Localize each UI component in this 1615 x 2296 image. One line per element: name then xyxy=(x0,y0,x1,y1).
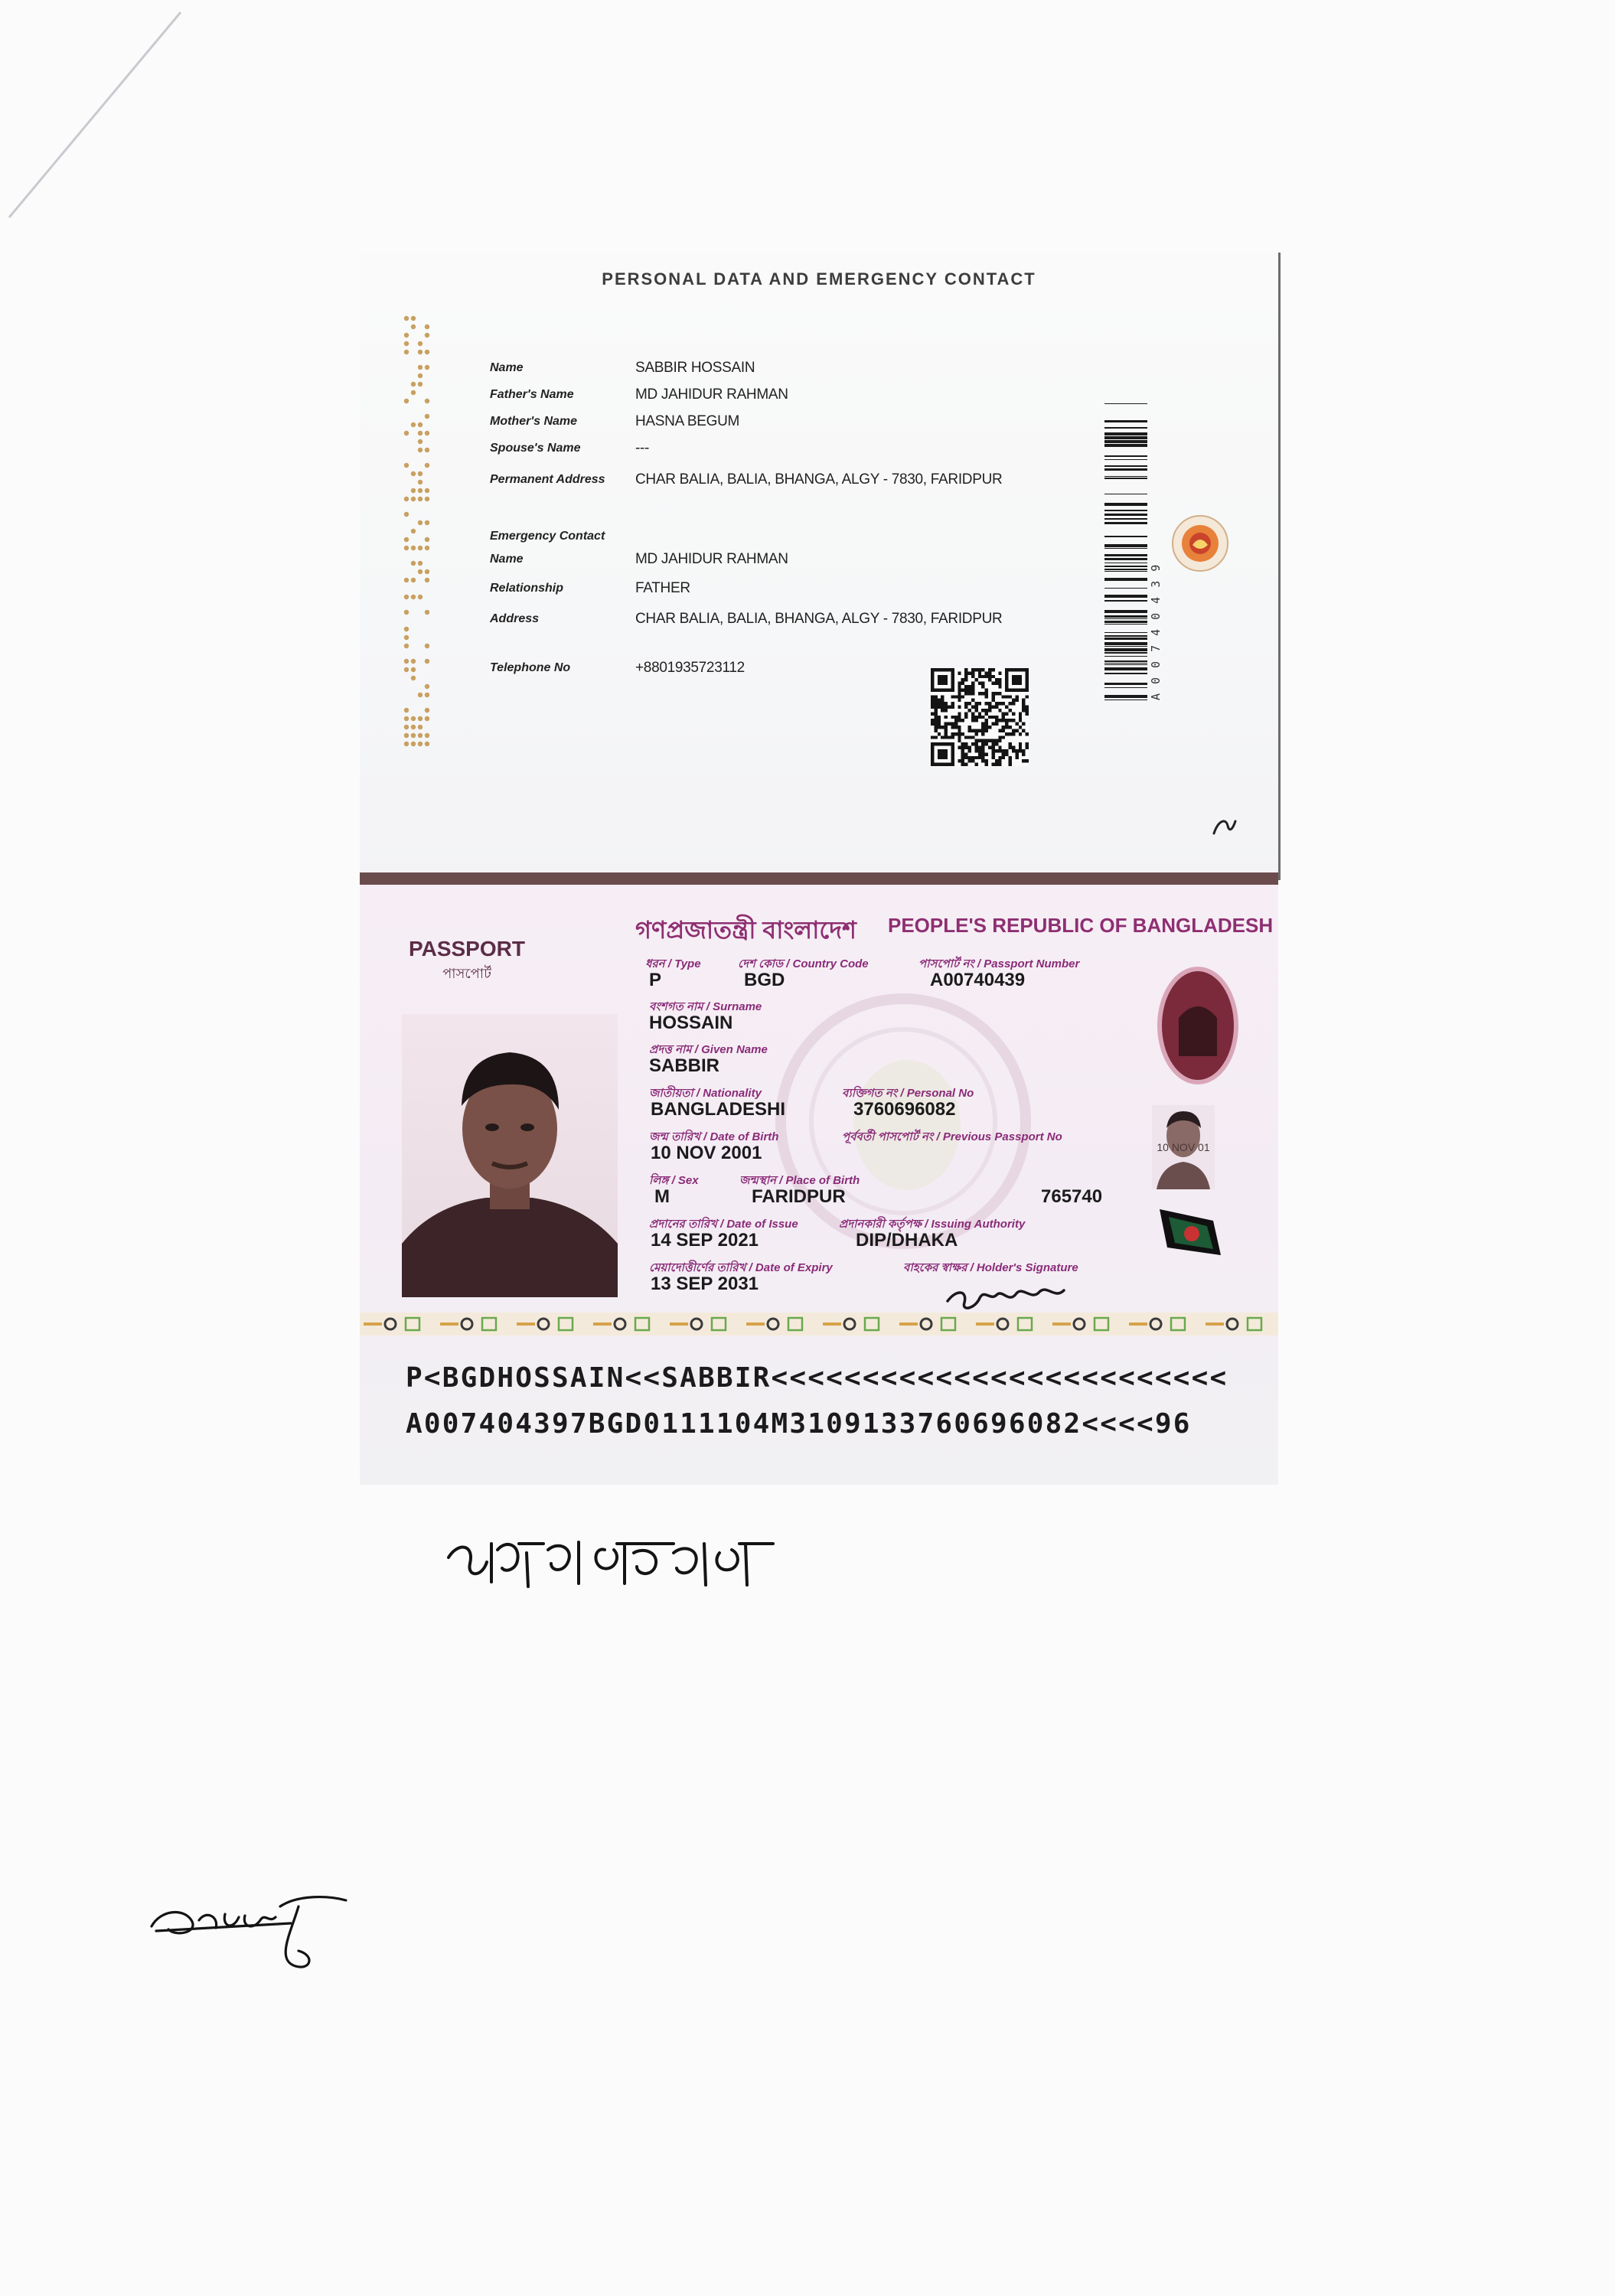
barcode-graphic xyxy=(1104,402,1173,708)
ghost-image-text: 10 NOV 01 xyxy=(1157,1141,1210,1153)
passport-data-page xyxy=(360,253,1281,880)
emergency-value-telephone: +8801935723112 xyxy=(635,660,745,676)
emergency-label-address: Address xyxy=(490,612,540,625)
value-date-of-expiry: 13 SEP 2031 xyxy=(651,1274,759,1294)
emergency-label-name: Name xyxy=(490,553,524,566)
label-holder-signature: বাহকের স্বাক্ষর / Holder's Signature xyxy=(903,1261,1078,1274)
government-emblem-icon xyxy=(1170,513,1231,574)
page-divider-bar xyxy=(360,872,1278,885)
value-country-code: BGD xyxy=(744,970,785,990)
data-page-header: PERSONAL DATA AND EMERGENCY CONTACT xyxy=(602,269,1036,289)
label-passport-number: পাসপোর্ট নং / Passport Number xyxy=(918,957,1080,970)
passport-bio-page xyxy=(360,872,1278,1485)
label-type: ধরন / Type xyxy=(645,957,701,970)
label-personal-no: ব্যক্তিগত নং / Personal No xyxy=(842,1087,974,1100)
field-label-name: Name xyxy=(490,361,524,374)
emergency-value-name: MD JAHIDUR RAHMAN xyxy=(635,551,788,567)
label-previous-passport-no: পূর্ববর্তী পাসপোর্ট নং / Previous Passport No xyxy=(842,1130,1062,1143)
hologram-oval xyxy=(1156,964,1240,1087)
perforated-number xyxy=(402,314,432,765)
label-country-code: দেশ কোড / Country Code xyxy=(738,957,869,970)
value-code-number: 765740 xyxy=(1041,1186,1103,1207)
label-place-of-birth: জন্মস্থান / Place of Birth xyxy=(739,1174,860,1187)
emergency-label-telephone: Telephone No xyxy=(490,661,571,674)
label-given-name: প্রদত্ত নাম / Given Name xyxy=(649,1043,768,1056)
value-surname: HOSSAIN xyxy=(649,1013,733,1033)
passport-label-bengali: পাসপোর্ট xyxy=(442,966,491,981)
field-value-permanent-address: CHAR BALIA, BALIA, BHANGA, ALGY - 7830, FARIDPUR xyxy=(635,471,1003,488)
emergency-contact-heading: Emergency Contact xyxy=(490,530,605,543)
holder-photo xyxy=(402,1014,618,1297)
value-given-name: SABBIR xyxy=(649,1055,720,1076)
holder-signature xyxy=(941,1270,1079,1316)
country-title-bengali: গণপ্রজাতন্ত্রী বাংলাদেশ xyxy=(635,916,856,944)
value-passport-number: A00740439 xyxy=(930,970,1026,990)
field-label-permanent-address: Permanent Address xyxy=(490,473,605,486)
value-sex: M xyxy=(654,1186,670,1207)
security-pattern-strip xyxy=(360,1313,1278,1336)
field-label-mother-name: Mother's Name xyxy=(490,415,578,428)
field-label-father-name: Father's Name xyxy=(490,388,574,401)
emergency-value-relationship: FATHER xyxy=(635,580,690,596)
country-title-english: PEOPLE'S REPUBLIC OF BANGLADESH xyxy=(888,914,1274,937)
ghost-image xyxy=(1152,1105,1215,1189)
label-surname: বংশগত নাম / Surname xyxy=(649,1000,762,1013)
value-issuing-authority: DIP/DHAKA xyxy=(856,1230,958,1251)
mrz-line-2: A007404397BGD0111104M3109133760696082<<<<96 xyxy=(406,1408,1192,1440)
emergency-label-relationship: Relationship xyxy=(490,582,564,595)
value-personal-no: 3760696082 xyxy=(853,1099,956,1120)
handwritten-note xyxy=(444,1527,781,1592)
value-nationality: BANGLADESHI xyxy=(651,1099,786,1120)
label-date-of-expiry: মেয়াদোত্তীর্ণের তারিখ / Date of Expiry xyxy=(649,1261,833,1274)
field-value-name: SABBIR HOSSAIN xyxy=(635,360,755,376)
value-place-of-birth: FARIDPUR xyxy=(752,1186,846,1207)
field-value-mother-name: HASNA BEGUM xyxy=(635,413,740,429)
pen-stroke-line xyxy=(6,8,190,222)
value-type: P xyxy=(649,970,662,990)
signature-bottom-left xyxy=(145,1887,352,1978)
label-date-of-birth: জন্ম তারিখ / Date of Birth xyxy=(649,1130,779,1143)
field-value-father-name: MD JAHIDUR RAHMAN xyxy=(635,386,788,403)
value-date-of-birth: 10 NOV 2001 xyxy=(651,1143,762,1163)
label-nationality: জাতীয়তা / Nationality xyxy=(649,1087,762,1100)
mrz-line-1: P<BGDHOSSAIN<<SABBIR<<<<<<<<<<<<<<<<<<<<<<<<< xyxy=(406,1362,1228,1394)
field-label-spouse-name: Spouse's Name xyxy=(490,442,581,455)
value-date-of-issue: 14 SEP 2021 xyxy=(651,1230,759,1251)
hologram-flag-icon xyxy=(1152,1202,1228,1263)
label-sex: লিঙ্গ / Sex xyxy=(649,1174,699,1187)
small-signature-mark xyxy=(1209,815,1240,838)
label-issuing-authority: প্রদানকারী কর্তৃপক্ষ / Issuing Authority xyxy=(839,1218,1026,1231)
passport-label: PASSPORT xyxy=(409,937,525,960)
emergency-value-address: CHAR BALIA, BALIA, BHANGA, ALGY - 7830, FARIDPUR xyxy=(635,611,1003,627)
label-date-of-issue: প্রদানের তারিখ / Date of Issue xyxy=(649,1218,798,1231)
barcode-text: A00740439 xyxy=(1149,555,1163,700)
qr-code-icon xyxy=(931,668,1029,766)
field-value-spouse-name: --- xyxy=(635,440,650,456)
